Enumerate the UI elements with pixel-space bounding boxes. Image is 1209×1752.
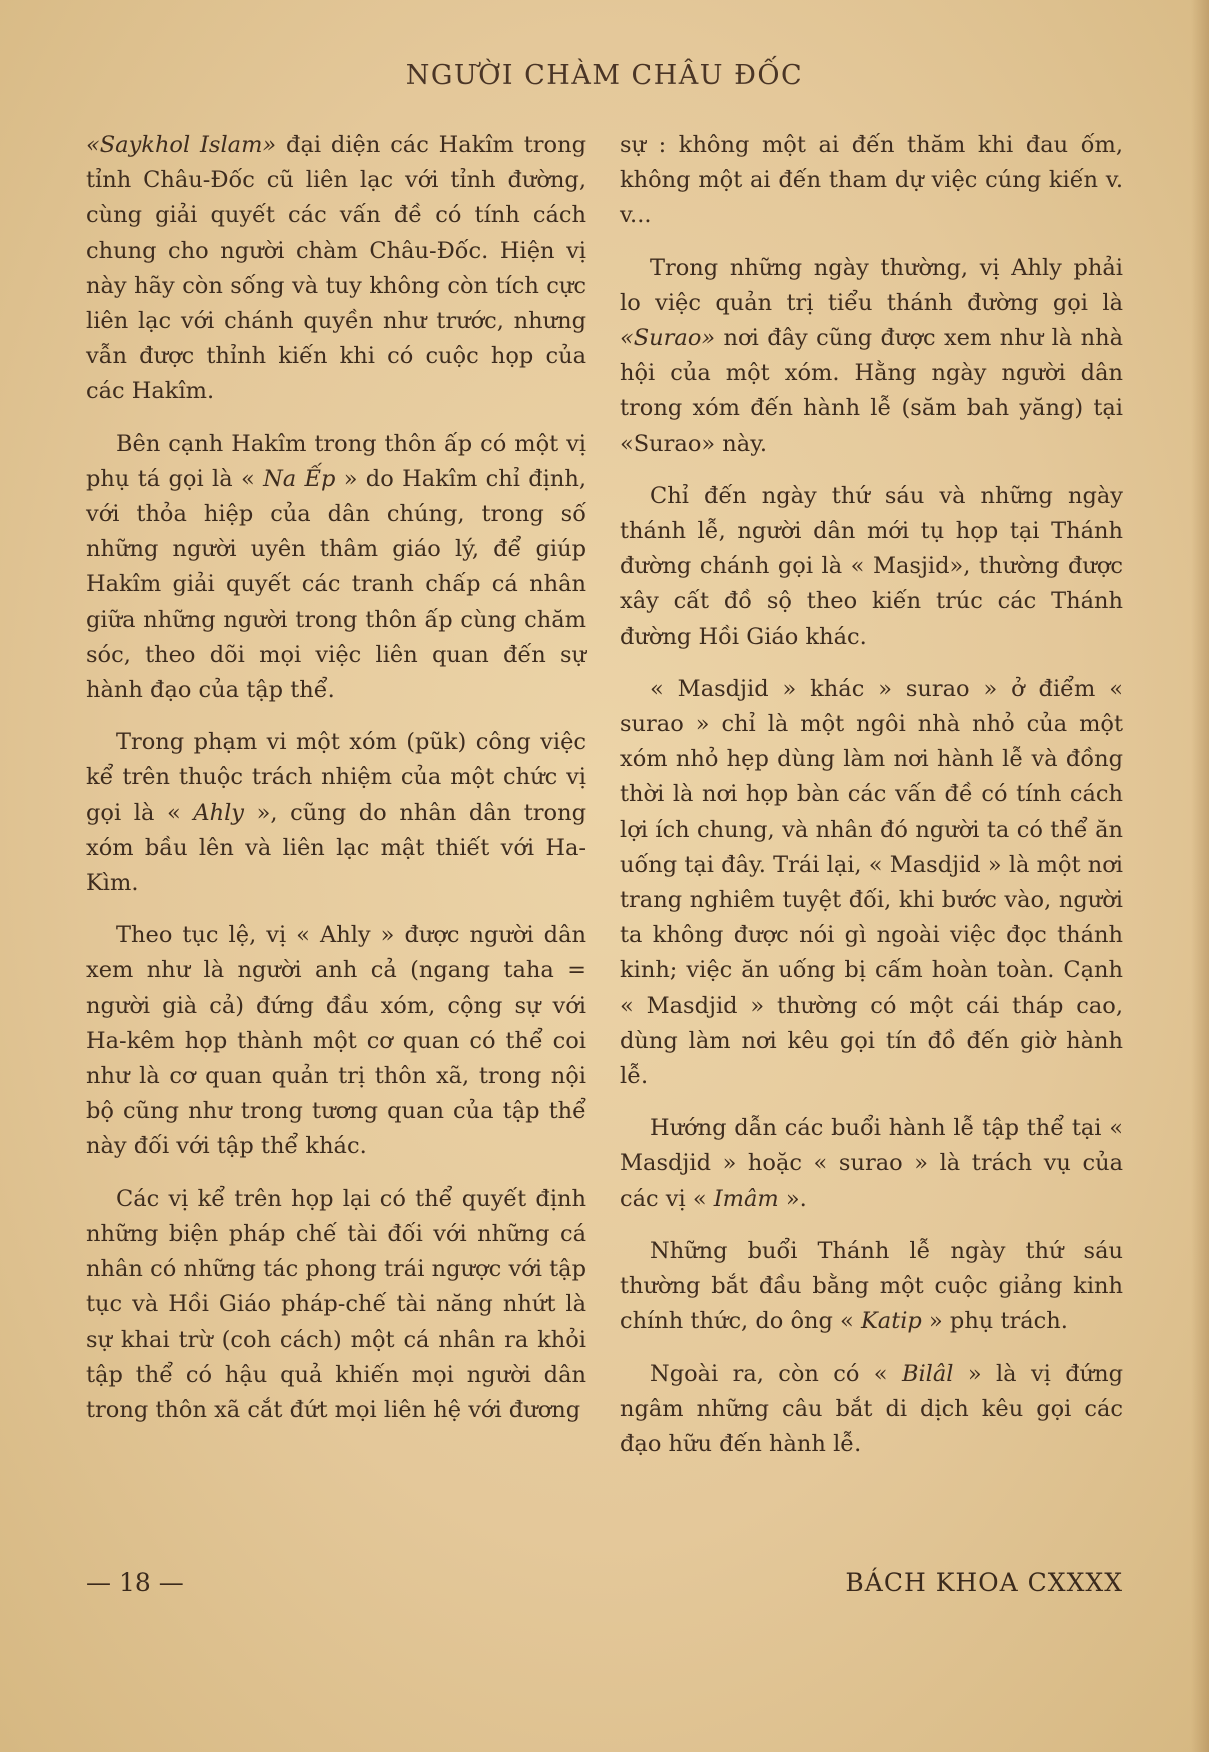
page-edge-shadow (1191, 0, 1209, 1752)
text-run: » do Hakîm chỉ định, với thỏa hiệp của dân chúng, trong số những người uyên thâm giáo lý, để giúp Hakîm giải quyết các tranh chấp cá nhân giữa những người trong thôn ấp cùng chăm sóc, theo dõi mọi việc liên quan đến sự hành đạo của tập thể. (86, 465, 587, 704)
right-column (620, 128, 1123, 1479)
text-run: Những buổi Thánh lễ ngày thứ sáu thường bắt đầu bằng một cuộc giảng kinh chính thức, do ông « (620, 1237, 1123, 1335)
paragraph: sự : không một ai đến thăm khi đau ốm, không một ai đến tham dự việc cúng kiến v. v... (620, 132, 1123, 229)
text-run: Bên cạnh Hakîm trong thôn ấp có một vị phụ tá gọi là « (86, 430, 586, 492)
text-run: đại diện các Hakîm trong tỉnh Châu-Đốc cũ liên lạc với tỉnh đường, cùng giải quyết các vấn đề có tính cách chung cho người chàm Châu-Đốc. Hiện vị này hãy còn sống và tuy không còn tích cực liên lạc với chánh quyền như trước, nhưng vẫn được thỉnh kiến khi có cuộc họp của các Hakîm. (86, 132, 586, 405)
text-run: » phụ trách. (921, 1308, 1068, 1335)
paragraph (86, 725, 586, 901)
text-run: ». (778, 1185, 807, 1212)
text-run: », cũng do nhân dân trong xóm bầu lên và liên lạc mật thiết với Ha-Kìm. (86, 799, 587, 897)
paragraph: « Masdjid » khác » surao » ở điểm « surao » chỉ là một ngôi nhà nhỏ của một xóm nhỏ hẹp dùng làm nơi hành lễ và đồng thời là nơi họp bàn các vấn đề có tính cách lợi ích chung, và nhân đó người ta có thể ăn uống tại đây. Trái lại, « Masdjid » là một nơi trang nghiêm tuyệt đối, khi bước vào, người ta không được nói gì ngoài việc đọc thánh kinh; việc ăn uống bị cấm hoàn toàn. Cạnh « Masdjid » thường có một cái tháp cao, dùng làm nơi kêu gọi tín đồ đến giờ hành lễ. (620, 675, 1123, 1090)
paragraph (620, 251, 1123, 462)
paragraph (86, 128, 586, 410)
paragraph (620, 1234, 1123, 1340)
text-run: Ngoài ra, còn có « (650, 1360, 902, 1387)
publication-name: BÁCH KHOA CXXXX (845, 1568, 1123, 1597)
text-run: » là vị đứng ngâm những câu bắt di dịch kêu gọi các đạo hữu đến hành lễ. (620, 1360, 1123, 1457)
text-run: Trong những ngày thường, vị Ahly phải lo việc quản trị tiểu thánh đường gọi là (620, 254, 1123, 316)
emphasis: Ahly (193, 799, 245, 826)
emphasis: Imâm (713, 1185, 779, 1212)
page-number: — 18 — (86, 1568, 184, 1597)
paragraph: Chỉ đến ngày thứ sáu và những ngày thánh lễ, người dân mới tụ họp tại Thánh đường chánh gọi là « Masjid», thường được xây cất đồ sộ theo kiến trúc các Thánh đường Hồi Giáo khác. (620, 482, 1123, 650)
paragraph (620, 1111, 1123, 1217)
emphasis: Bilâl (901, 1360, 954, 1387)
text-run: Hướng dẫn các buổi hành lễ tập thể tại « Masdjid » hoặc « surao » là trách vụ của các vị « (620, 1115, 1123, 1212)
text-run: Trong phạm vi một xóm (pũk) công việc kể trên thuộc trách nhiệm của một chức vị gọi là « (86, 729, 586, 826)
paragraph (620, 1357, 1123, 1463)
running-header: NGƯỜI CHÀM CHÂU ĐỐC (405, 60, 804, 91)
paragraph: Các vị kể trên họp lại có thể quyết định những biện pháp chế tài đối với những cá nhân có những tác phong trái ngược với tập tục và Hồi Giáo pháp-chế tài năng nhứt là sự khai trừ (coh cách) một cá nhân ra khỏi tập thể có hậu quả khiến mọi người dân trong thôn xã cắt đứt mọi liên hệ với đương (86, 1185, 586, 1423)
emphasis: «Surao» (620, 325, 716, 352)
text-run: nơi đây cũng được xem như là nhà hội của một xóm. Hằng ngày người dân trong xóm đến hành lễ (săm bah yăng) tại «Surao» này. (620, 325, 1123, 457)
paragraph (86, 427, 586, 709)
paragraph: Theo tục lệ, vị « Ahly » được người dân xem như là người anh cả (ngang taha = người già cả) đứng đầu xóm, cộng sự với Ha-kêm họp thành một cơ quan có thể coi như là cơ quan quản trị thôn xã, trong nội bộ cũng như trong tương quan của tập thể này đối với tập thể khác. (86, 922, 586, 1160)
emphasis: Katip (860, 1308, 922, 1335)
emphasis: Na Ếp (263, 465, 336, 492)
left-column (86, 128, 586, 1445)
emphasis: «Saykhol Islam» (86, 132, 277, 158)
